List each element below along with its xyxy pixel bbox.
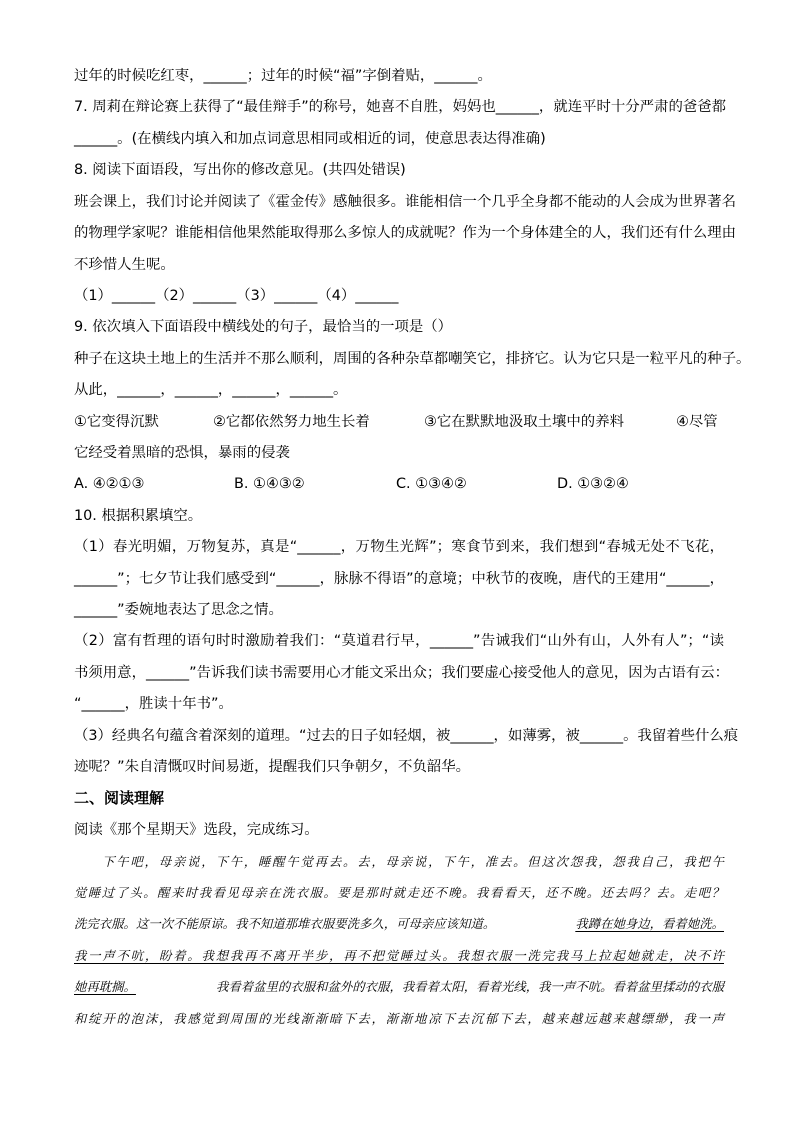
question-10-text: ______”委婉地表达了思念之情。: [74, 602, 283, 618]
choice-a: A. ④②①③: [74, 476, 145, 492]
text-line: 过年的时候吃红枣，______；过年的时候“福”字倒着贴，______。: [74, 68, 492, 84]
choice-d: D. ①③②④: [557, 476, 629, 492]
question-8: 8. 阅读下面语段，写出你的修改意见。(共四处错误): [74, 162, 406, 178]
option-2: ②它都依然努力地生长着: [213, 414, 370, 430]
section-title: 二、阅读理解: [74, 789, 165, 807]
question-8-text: 班会课上，我们讨论并阅读了《霍金传》感触很多。谁能相信一个几乎全身都不能动的人会成为世界著名: [74, 194, 736, 210]
choice-b: B. ①④③②: [234, 476, 305, 492]
question-10-text: 迹呢？”朱自清慨叹时间易逝，提醒我们只争朝夕，不负韶华。: [74, 759, 471, 775]
question-9: 9. 依次填入下面语段中横线处的句子，最恰当的一项是（）: [74, 319, 453, 335]
underlined-sentence: 我一声不吭，盼着。我想我再不离开半步，再不把觉睡过头。我想衣服一洗完我马上拉起她就走，决不许: [74, 948, 724, 963]
passage-line: 下午吧，母亲说，下午，睡醒午觉再去。去，母亲说，下午，准去。但这次怨我，怨我自己，我把午: [102, 854, 724, 869]
passage-line: 觉睡过了头。醒来时我看见母亲在洗衣服。要是那时就走还不晚。我看看天，还不晚。还去吗？去。走吧？: [74, 885, 724, 900]
passage-text: 我看着盆里的衣服和盆外的衣服，我看着太阳，看着光线，我一声不吭。看着盆里揉动的衣服: [215, 979, 724, 994]
question-8-answers: （1）______（2）______（3）______（4）______: [74, 288, 399, 304]
question-8-text: 的物理学家呢？谁能相信他果然能取得那么多惊人的成就呢？作为一个身体建全的人，我们还有什么理由: [74, 225, 736, 241]
question-9-blanks: 从此，______，______，______，______。: [74, 382, 348, 398]
question-10-text: （3）经典名句蕴含着深刻的道理。“过去的日子如轻烟，被______，如薄雾，被______。我留着些什么痕: [74, 728, 739, 744]
choice-c: C. ①③④②: [396, 476, 467, 492]
passage-line: 和绽开的泡沫，我感觉到周围的光线渐渐暗下去，渐渐地凉下去沉郁下去，越来越远越来越缥缈，我一声: [74, 1011, 724, 1026]
question-8-text: 不珍惜人生呢。: [74, 257, 175, 273]
underlined-sentence: 我蹲在她身边，看着她洗。: [575, 916, 724, 931]
question-10-text: 书须用意，______”告诉我们读书需要用心才能文采出众；我们要虚心接受他人的意见，因为古语有云：: [74, 665, 730, 681]
passage-text: 洗完衣服。这一次不能原谅。我不知道那堆衣服要洗多久，可母亲应该知道。: [74, 916, 496, 931]
question-10-text: ______”；七夕节让我们感受到“______，脉脉不得语”的意境；中秋节的夜晚，唐代的王建用“______，: [74, 571, 724, 587]
question-10-text: （1）春光明媚，万物复苏，真是“______，万物生光辉”；寒食节到来，我们想到“春城无处不飞花，: [74, 539, 724, 555]
passage-line: [74, 914, 724, 934]
option-4-cont: 它经受着黑暗的恐惧，暴雨的侵袭: [74, 445, 290, 461]
question-7: 7. 周莉在辩论赛上获得了“最佳辩手”的称号，她喜不自胜，妈妈也______，就连平时十分严肃的爸爸都: [74, 99, 727, 115]
option-3: ③它在默默地汲取土壤中的养料: [424, 414, 624, 430]
question-10: 10. 根据积累填空。: [74, 508, 203, 524]
question-7-cont: ______。(在横线内填入和加点词意思相同或相近的词，使意思表达得准确): [74, 131, 546, 147]
question-10-text: “______，胜读十年书”。: [74, 696, 233, 712]
option-1: ①它变得沉默: [74, 414, 159, 430]
option-4: ④尽管: [676, 414, 718, 430]
underlined-sentence: 她再耽搁。: [74, 979, 136, 994]
question-10-text: （2）富有哲理的语句时时激励着我们：“莫道君行早，______”告诫我们“山外有山，人外有人”；“读: [74, 633, 724, 649]
passage-line: [74, 977, 724, 997]
question-9-text: 种子在这块土地上的生活并不那么顺利，周围的各种杂草都嘲笑它，排挤它。认为它只是一粒平凡的种子。: [74, 351, 751, 367]
reading-instruction: 阅读《那个星期天》选段，完成练习。: [74, 822, 319, 838]
